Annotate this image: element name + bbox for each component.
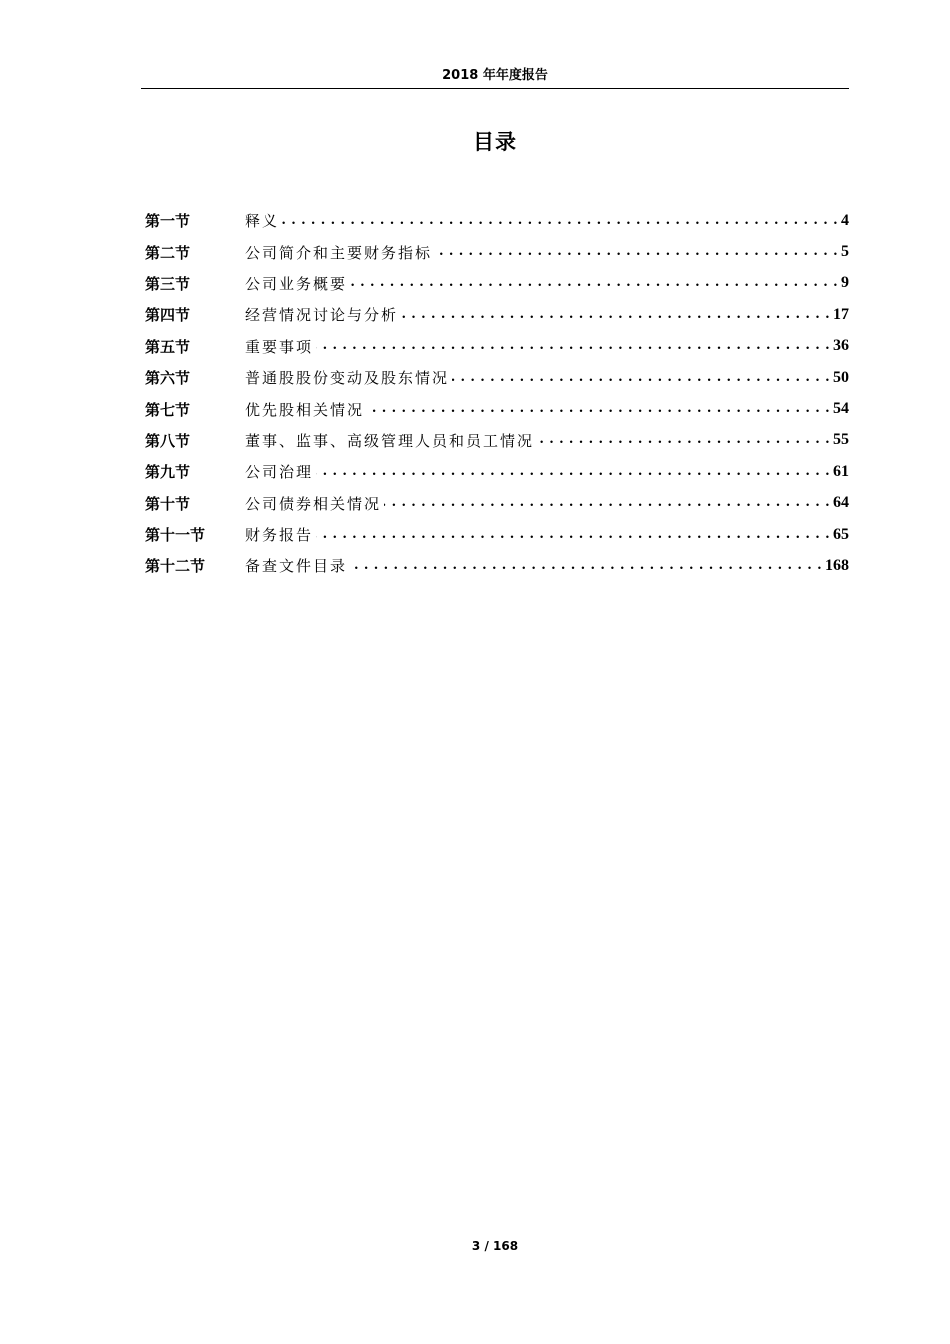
toc-section-label: 第十二节 [145, 557, 206, 576]
toc-entry[interactable] [145, 299, 849, 330]
toc-entry[interactable] [145, 488, 849, 519]
toc-entry[interactable] [145, 331, 849, 362]
toc-page-number: 61 [833, 462, 849, 480]
header-divider [141, 88, 849, 89]
toc-dot-leader [316, 463, 830, 481]
toc-section-title: 公司业务概要 [245, 274, 348, 293]
toc-section-label: 第七节 [145, 400, 191, 419]
toc-page-number: 9 [841, 274, 849, 292]
toc-section-title: 经营情况讨论与分析 [245, 306, 399, 325]
toc-section-label: 第十节 [145, 494, 191, 513]
toc-section-label: 第一节 [145, 212, 191, 231]
toc-entry[interactable] [145, 268, 849, 299]
toc-page-number: 17 [833, 305, 849, 323]
toc-section-title: 公司简介和主要财务指标 [245, 243, 433, 262]
toc-dot-leader [316, 526, 830, 544]
toc-page-number: 36 [833, 337, 849, 355]
toc-section-label: 第十一节 [145, 526, 206, 545]
toc-section-title: 重要事项 [245, 337, 314, 356]
toc-dot-leader [350, 557, 822, 575]
toc-entry[interactable] [145, 425, 849, 456]
page-header: 2018 年年度报告 [442, 68, 548, 83]
toc-dot-leader [367, 400, 830, 418]
toc-title: 目录 [473, 130, 517, 154]
toc-section-title: 优先股相关情况 [245, 400, 365, 419]
toc-entry[interactable] [145, 236, 849, 267]
toc-section-label: 第四节 [145, 306, 191, 325]
toc-entry[interactable] [145, 550, 849, 581]
toc-dot-leader [316, 337, 830, 355]
toc-section-title: 董事、监事、高级管理人员和员工情况 [245, 431, 535, 450]
toc-section-title: 普通股股份变动及股东情况 [245, 369, 450, 388]
page-number-footer: 3 / 168 [471, 1239, 519, 1253]
table-of-contents [145, 205, 849, 582]
toc-section-title: 释义 [245, 212, 280, 231]
toc-page-number: 4 [841, 211, 849, 229]
toc-section-title: 备查文件目录 [245, 557, 348, 576]
toc-entry[interactable] [145, 362, 849, 393]
toc-dot-leader [401, 306, 830, 324]
toc-page-number: 54 [833, 400, 849, 418]
toc-page-number: 168 [825, 556, 849, 574]
toc-entry[interactable] [145, 519, 849, 550]
toc-page-number: 64 [833, 494, 849, 512]
toc-page-number: 65 [833, 525, 849, 543]
toc-section-title: 财务报告 [245, 526, 314, 545]
toc-dot-leader [435, 243, 838, 261]
toc-entry[interactable] [145, 393, 849, 424]
toc-section-title: 公司治理 [245, 463, 314, 482]
toc-section-label: 第九节 [145, 463, 191, 482]
toc-page-number: 50 [833, 368, 849, 386]
toc-dot-leader [350, 274, 838, 292]
toc-dot-leader [537, 431, 830, 449]
toc-dot-leader [452, 369, 830, 387]
toc-dot-leader [282, 212, 838, 230]
toc-section-label: 第八节 [145, 431, 191, 450]
toc-section-title: 公司债券相关情况 [245, 494, 382, 513]
toc-section-label: 第六节 [145, 369, 191, 388]
toc-section-label: 第二节 [145, 243, 191, 262]
toc-dot-leader [384, 494, 830, 512]
toc-entry[interactable] [145, 205, 849, 236]
toc-entry[interactable] [145, 456, 849, 487]
toc-page-number: 5 [841, 243, 849, 261]
toc-section-label: 第五节 [145, 337, 191, 356]
toc-page-number: 55 [833, 431, 849, 449]
toc-section-label: 第三节 [145, 274, 191, 293]
